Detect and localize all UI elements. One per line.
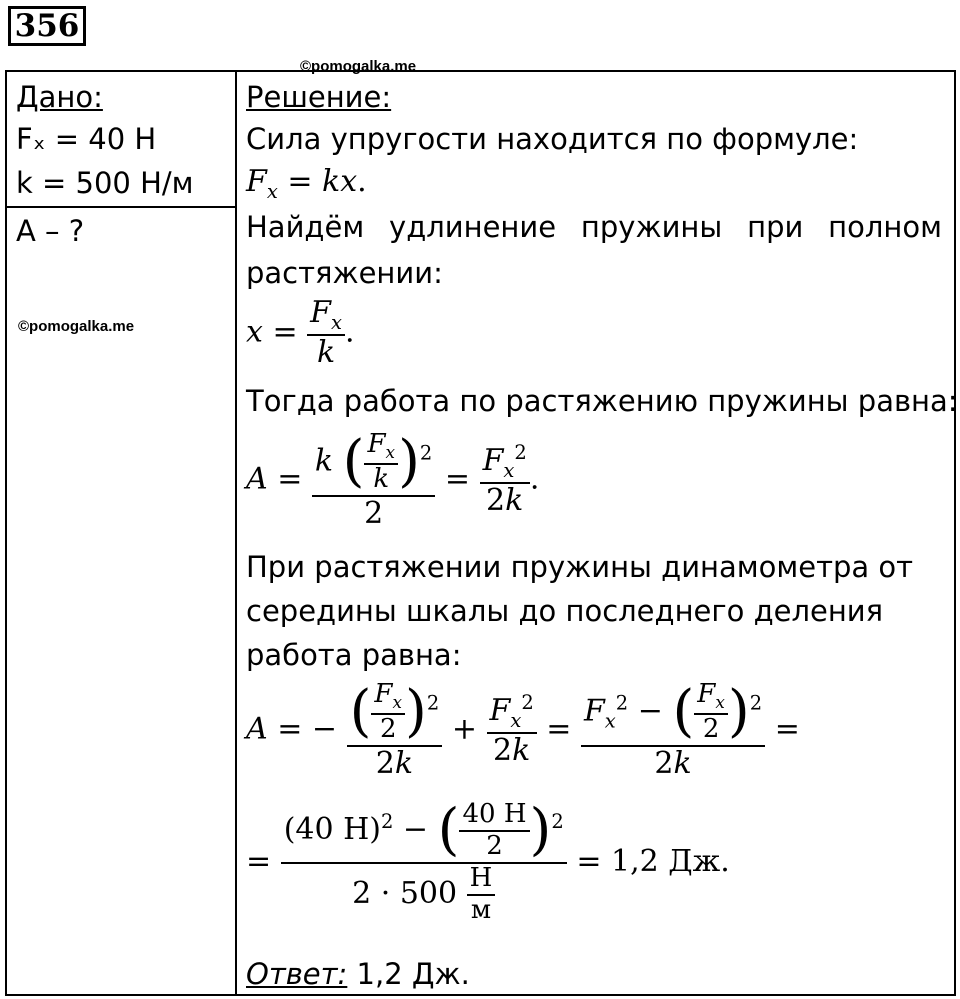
watermark-2: ©pomogalka.me <box>18 318 135 335</box>
given-stiffness: k = 500 Н/м <box>16 166 194 200</box>
solution-text-4b: середины шкалы до последнего деления <box>246 594 884 628</box>
column-divider <box>235 70 237 996</box>
solution-text-1: Сила упругости находится по формуле: <box>246 122 859 156</box>
answer-label: Ответ: <box>246 957 348 991</box>
solution-text-4c: работа равна: <box>246 638 462 672</box>
formula-numeric: = (40 Н)$^2$ − ( $\frac{40 Н}{2}$ )$^2$ 2 · 500 $\frac{Н}{м}$ = 1,2 Дж. <box>246 797 730 925</box>
formula-elongation: x = $\frac{F_x}{k}$ . <box>246 295 355 371</box>
answer <box>246 953 470 995</box>
solution-text-3: Тогда работа по растяжению пружины равна: <box>246 384 958 418</box>
formula-elastic-force: $F_x$ = kx. <box>246 164 367 203</box>
solution-text-2b: растяжении: <box>246 256 443 290</box>
formula-work-full: A = k ( $\frac{F_x}{k}$ )$^2$ 2 = $\frac{F_x^2}{2k}$ . <box>246 429 540 531</box>
solution-text-4a: При растяжении пружины динамометра от <box>246 550 914 584</box>
find-work: A – ? <box>16 214 85 248</box>
given-force: Fₓ = 40 Н <box>16 122 157 156</box>
problem-number: 356 <box>8 6 86 46</box>
formula-work-half: A = − ( $\frac{F_x}{2}$ )$^2$ 2k + $\frac{F_x^2}{2k}$ = $F_x^2$ − ( $\frac{F_x}{2}$ )$^2$ 2k = <box>246 679 800 781</box>
solution-text-2a: Найдём удлинение пружины при полном <box>246 210 942 244</box>
given-divider <box>5 206 237 208</box>
answer-value: 1,2 Дж. <box>356 957 470 991</box>
given-title: Дано: <box>16 80 103 114</box>
watermark: ©pomogalka.me <box>300 58 417 75</box>
solution-title: Решение: <box>246 80 392 114</box>
